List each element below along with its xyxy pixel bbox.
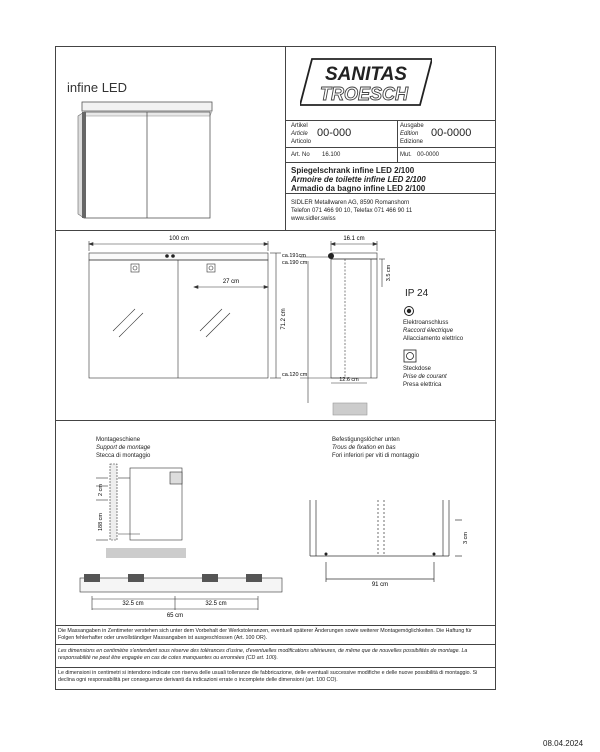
article-label: Artikel Article Articolo: [291, 123, 312, 145]
svg-text:TROESCH: TROESCH: [319, 84, 409, 104]
socket-legend: Steckdose Prise de courant Presa elettrica: [403, 366, 447, 388]
edition-value: 00-0000: [431, 127, 472, 139]
disclaimer-fr: Les dimensions en centimètre s'entendent sous réserve des tolérances d'usine, d'eventuelles modifications ultérieures, de même que de nouvelles possibilités de montage. La responsabilité ne peut être engagée en cas de cotes manquantes ou erronnées (CD art. 100).: [58, 648, 468, 661]
svg-text:3.5 cm: 3.5 cm: [386, 264, 392, 282]
company-info: SIDLER Metallwaren AG, 8590 Romanshorn Telefon 071 466 90 10, Telefax 071 466 90 11 www.sidler.swiss: [291, 200, 413, 222]
mut-value: 00-0000: [417, 152, 440, 158]
fixing-holes-title: Befestigungslöcher unten Trous de fixation en bas Fori inferiori per viti di montaggio: [332, 437, 420, 459]
svg-text:2 cm: 2 cm: [98, 484, 104, 496]
svg-text:27 cm: 27 cm: [222, 279, 240, 285]
info-divider: [285, 193, 496, 194]
product-name: infine LED: [67, 80, 127, 95]
power-connection-icon: [403, 305, 415, 317]
mounting-rail-title: Montageschiene Support de montage Stecca di montaggio: [96, 437, 151, 459]
socket-icon: [403, 349, 417, 363]
section-divider: [55, 420, 496, 421]
power-legend: Elektroanschluss Raccord électrique Allacciamento elettrico: [403, 320, 464, 342]
info-divider: [285, 120, 496, 121]
info-divider: [397, 120, 398, 162]
info-divider: [285, 162, 496, 163]
svg-text:16.1 cm: 16.1 cm: [343, 236, 365, 242]
info-divider: [285, 147, 496, 148]
svg-text:12.6 cm: 12.6 cm: [339, 377, 359, 383]
edition-label: Ausgabe Edition Edizione: [400, 123, 424, 145]
svg-text:65 cm: 65 cm: [166, 613, 184, 619]
svg-text:ca.191cm: ca.191cm: [282, 253, 306, 259]
section-divider: [55, 625, 496, 626]
svg-text:SANITAS: SANITAS: [325, 64, 407, 85]
svg-text:71.2 cm: 71.2 cm: [281, 308, 287, 330]
ip-rating: IP 24: [405, 288, 429, 299]
product-thumbnail: [70, 96, 220, 221]
disclaimer-de: Die Massangaben in Zentimeter verstehen sich unter dem Vorbehalt der Werkstoleranzen, eventuell späterer Änderungen sowie weiterer Montagemöglichkeiten. Die Haftung für Folgen fehlerhafter oder unvollständiger Massangaben ist ausgeschlossen (Art. 100 OR).: [58, 628, 472, 641]
svg-text:32.5 cm: 32.5 cm: [205, 601, 227, 607]
svg-text:100 cm: 100 cm: [169, 236, 189, 242]
disclaimer-it: Le dimensioni in centimetri si intendono indicate con riserva delle usuali tolleranze die fabbricazione, delle eventuali successive modifiche e delle nuove possibilità di montaggio. Si declina ogni responsabilità per conseguenze derivanti da indicazioni errate o incomplete delle dimensioni (art. 100 CO).: [58, 670, 478, 683]
svg-text:32.5 cm: 32.5 cm: [122, 601, 144, 607]
section-divider: [55, 667, 496, 668]
art-no-label: Art. No: [291, 152, 310, 158]
svg-text:188 cm: 188 cm: [98, 512, 104, 532]
art-no-value: 16.100: [322, 152, 341, 158]
print-date: 08.04.2024: [543, 739, 584, 748]
fixing-holes-drawing: [300, 480, 490, 610]
section-divider: [55, 644, 496, 645]
sanitas-troesch-logo: [300, 56, 432, 108]
mut-label: Mut.: [400, 152, 412, 158]
mounting-rail-drawing: [70, 460, 290, 620]
header-divider: [285, 46, 286, 230]
article-value: 00-000: [317, 127, 352, 139]
svg-text:3 cm: 3 cm: [463, 532, 469, 544]
product-title: Spiegelschrank infine LED 2/100 Armoire de toilette infine LED 2/100 Armadio da bagno infine LED 2/100: [291, 166, 426, 193]
svg-text:91 cm: 91 cm: [371, 582, 389, 588]
svg-text:ca.120 cm: ca.120 cm: [282, 372, 308, 378]
svg-text:ca.190 cm: ca.190 cm: [282, 260, 308, 266]
